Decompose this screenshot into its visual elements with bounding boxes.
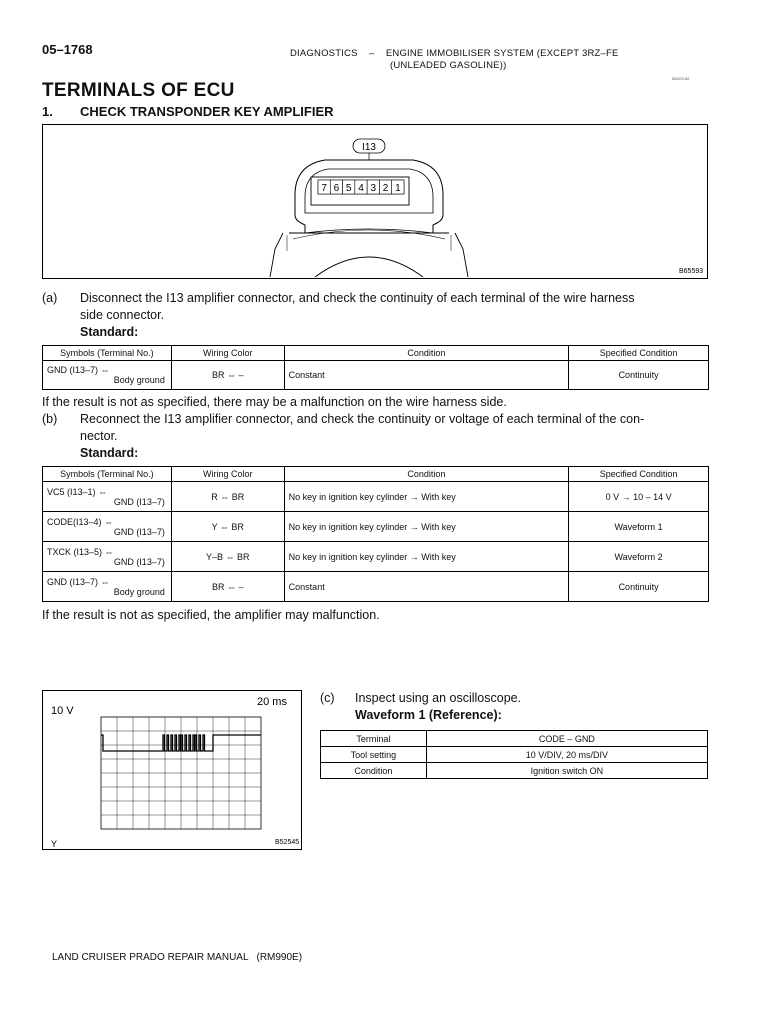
- time-label: 20 ms: [257, 696, 287, 708]
- section-header-line1: DIAGNOSTICS – ENGINE IMMOBILISER SYSTEM (EXCEPT 3RZ–FE: [290, 48, 619, 59]
- header-specified-condition: Specified Condition: [569, 467, 709, 482]
- oscilloscope-figure-id: B52545: [275, 839, 300, 846]
- specified-condition-cell: 0 V → 10 – 14 V: [569, 482, 709, 512]
- waveform-table: [320, 730, 708, 779]
- header-symbols: Symbols (Terminal No.): [43, 346, 172, 361]
- header-symbols: Symbols (Terminal No.): [43, 467, 172, 482]
- note-b: If the result is not as specified, the amplifier may malfunction.: [42, 608, 380, 622]
- wiring-color-cell: R ⇔ BR: [171, 482, 284, 512]
- figure-id: B65593: [679, 268, 704, 275]
- step-c-text: Inspect using an oscilloscope.: [355, 691, 522, 705]
- step-title: CHECK TRANSPONDER KEY AMPLIFIER: [80, 104, 334, 119]
- oscilloscope-grid: [101, 717, 261, 829]
- waveform-row-label: Condition: [321, 763, 427, 779]
- table-row: [43, 512, 709, 542]
- waveform-row-label: Tool setting: [321, 747, 427, 763]
- table-header-row: [43, 346, 709, 361]
- wiring-color-cell: Y–B ⇔ BR: [171, 542, 284, 572]
- step-a-text-line1: Disconnect the I13 amplifier connector, and check the continuity of each terminal of the wire harness: [80, 291, 635, 305]
- connector-pin-number: 6: [333, 183, 340, 194]
- header-wiring-color: Wiring Color: [171, 467, 284, 482]
- condition-cell: Constant: [284, 361, 569, 390]
- waveform-row-value: CODE – GND: [426, 731, 707, 747]
- page-number: 05–1768: [42, 42, 93, 57]
- connector-label: I13: [362, 142, 376, 153]
- table-header-row: [43, 467, 709, 482]
- connector-pin-number: 2: [382, 183, 389, 194]
- specified-condition-cell: Waveform 1: [569, 512, 709, 542]
- step-a-text-line2: side connector.: [80, 308, 165, 322]
- standard-table-a: [42, 345, 709, 390]
- waveform-row-value: 10 V/DIV, 20 ms/DIV: [426, 747, 707, 763]
- symbol-cell: CODE(I13–4) ⇔ GND (I13–7): [43, 512, 172, 542]
- oscilloscope-figure: [42, 690, 302, 850]
- condition-cell: Constant: [284, 572, 569, 602]
- step-a-standard: Standard:: [80, 325, 139, 339]
- table-row: [321, 747, 708, 763]
- wiring-color-cell: Y ⇔ BR: [171, 512, 284, 542]
- standard-table-b: [42, 466, 709, 602]
- step-number: 1.: [42, 104, 53, 119]
- condition-cell: No key in ignition key cylinder → With key: [284, 512, 569, 542]
- waveform-title: Waveform 1 (Reference):: [355, 708, 502, 722]
- step-b-label: (b): [42, 412, 58, 426]
- table-row: [43, 572, 709, 602]
- oscilloscope-drawing: [43, 691, 301, 849]
- condition-cell: No key in ignition key cylinder → With key: [284, 542, 569, 572]
- step-b-text-line1: Reconnect the I13 amplifier connector, and check the continuity or voltage of each terminal of the con-: [80, 412, 645, 426]
- step-c-label: (c): [320, 691, 335, 705]
- connector-pin-number: 4: [358, 183, 364, 194]
- header-condition: Condition: [284, 346, 569, 361]
- waveform-row-label: Terminal: [321, 731, 427, 747]
- table-row: [43, 361, 709, 390]
- header-specified-condition: Specified Condition: [569, 346, 709, 361]
- specified-condition-cell: Waveform 2: [569, 542, 709, 572]
- symbol-cell: TXCK (I13–5) ⇔ GND (I13–7): [43, 542, 172, 572]
- wiring-color-cell: BR ⇔ –: [171, 572, 284, 602]
- symbol-cell: GND (I13–7) ⇔ Body ground: [43, 361, 172, 390]
- connector-figure: [42, 124, 708, 279]
- volts-label: 10 V: [51, 705, 74, 717]
- section-header-line2: (UNLEADED GASOLINE)): [390, 60, 507, 71]
- waveform-trace: [101, 735, 261, 751]
- connector-pin-number: 3: [370, 183, 377, 194]
- table-row: [321, 731, 708, 747]
- header-condition: Condition: [284, 467, 569, 482]
- waveform-row-value: Ignition switch ON: [426, 763, 707, 779]
- table-row: [43, 482, 709, 512]
- specified-condition-cell: Continuity: [569, 572, 709, 602]
- header-wiring-color: Wiring Color: [171, 346, 284, 361]
- document-code: 05JC9-02: [672, 76, 690, 81]
- symbol-cell: VC5 (I13–1) ⇔ GND (I13–7): [43, 482, 172, 512]
- specified-condition-cell: Continuity: [569, 361, 709, 390]
- table-row: [321, 763, 708, 779]
- symbol-cell: GND (I13–7) ⇔ Body ground: [43, 572, 172, 602]
- step-b-text-line2: nector.: [80, 429, 118, 443]
- connector-drawing: [43, 125, 707, 278]
- table-row: [43, 542, 709, 572]
- connector-pin-number: 1: [395, 183, 401, 194]
- wiring-color-cell: BR ⇔ –: [171, 361, 284, 390]
- connector-pin-number: 7: [321, 183, 327, 194]
- note-a: If the result is not as specified, there may be a malfunction on the wire harness side.: [42, 395, 507, 409]
- step-a-label: (a): [42, 291, 58, 305]
- y-axis-label: Y: [51, 839, 58, 849]
- step-b-standard: Standard:: [80, 446, 139, 460]
- connector-pin-number: 5: [345, 183, 352, 194]
- page-title: TERMINALS OF ECU: [42, 80, 235, 101]
- condition-cell: No key in ignition key cylinder → With key: [284, 482, 569, 512]
- footer: LAND CRUISER PRADO REPAIR MANUAL (RM990E): [52, 952, 303, 963]
